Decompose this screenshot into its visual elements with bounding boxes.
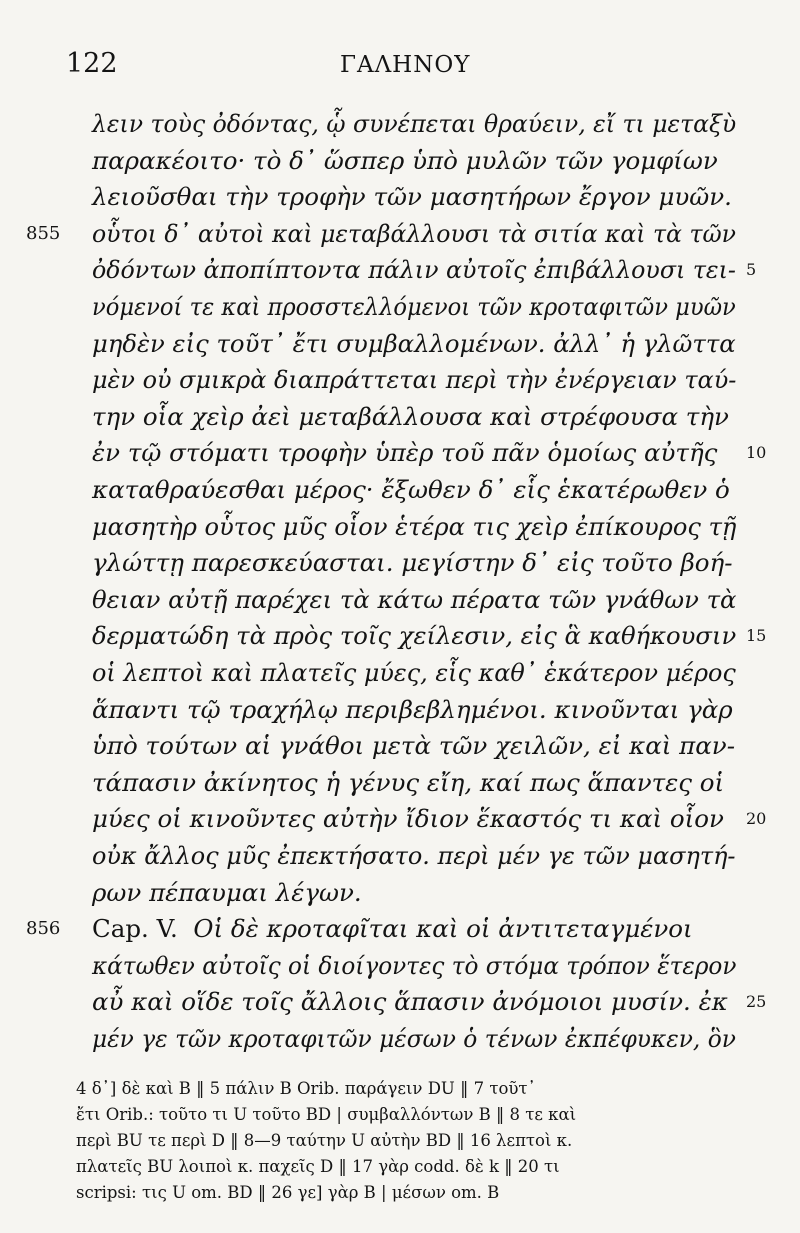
text-line: μασητὴρ οὗτος μῦς οἷον ἑτέρα τις χεὶρ ἐπίκουρος τῇ: [92, 511, 737, 541]
text-line: οὗτοι δ᾽ αὐτοὶ καὶ μεταβάλλουσι τὰ σιτία καὶ τὰ τῶν: [92, 218, 736, 248]
text-line: νόμενοί τε καὶ προσστελλόμενοι τῶν κροταφιτῶν μυῶν: [92, 292, 736, 321]
text-line: παρακέοιτο· τὸ δ᾽ ὥσπερ ὑπὸ μυλῶν τῶν γομφίων: [92, 145, 718, 175]
footnote-line: scripsi: τις U om. BD ‖ 26 γε] γὰρ B | μέσων om. B: [76, 1183, 500, 1202]
text-line: οἱ λεπτοὶ καὶ πλατεῖς μύες, εἷς καθ᾽ ἑκάτερον μέρος: [92, 658, 736, 687]
page-header: [0, 48, 800, 88]
page-number: 122: [66, 48, 118, 79]
footnote-line: πλατεῖς BU λοιποὶ κ. παχεῖς D ‖ 17 γὰρ codd. δὲ k ‖ 20 τι: [76, 1157, 560, 1176]
text-line: αὖ καὶ οἵδε τοῖς ἄλλοις ἅπασιν ἀνόμοιοι μυσίν. ἐκ: [92, 987, 728, 1017]
text-line: οὐκ ἄλλος μῦς ἐπεκτήσατο. περὶ μέν γε τῶν μασητή-: [92, 841, 736, 870]
running-head: ΓΑΛΗΝΟΥ: [340, 52, 471, 78]
text-line: τάπασιν ἀκίνητος ἡ γένυς εἴη, καί πως ἅπαντες οἱ: [92, 767, 725, 797]
text-line: γλώττῃ παρεσκεύασται. μεγίστην δ᾽ εἰς τοῦτο βοή-: [92, 548, 733, 578]
text-line: Cap. V. Οἱ δὲ κροταφῖται καὶ οἱ ἀντιτεταγμένοι: [92, 914, 693, 944]
text-line: μέν γε τῶν κροταφιτῶν μέσων ὁ τένων ἐκπέφυκεν, ὃν: [92, 1024, 736, 1053]
line-number: 5: [746, 260, 757, 280]
footnote-line: 4 δ᾽] δὲ καὶ B ‖ 5 πάλιν B Orib. παράγειν DU ‖ 7 τοῦτ᾽: [76, 1079, 536, 1098]
text-line: καταθραύεσθαι μέρος· ἔξωθεν δ᾽ εἷς ἑκατέρωθεν ὁ: [92, 475, 730, 504]
chapter-label: Cap. V.: [92, 914, 178, 944]
footnote-line: ἔτι Orib.: τοῦτο τι U τοῦτο BD | συμβαλλόντων B ‖ 8 τε καὶ: [76, 1105, 577, 1124]
text-line: δερματώδη τὰ πρὸς τοῖς χείλεσιν, εἰς ἃ καθήκουσιν: [92, 621, 737, 651]
text-line: μύες οἱ κινοῦντες αὐτὴν ἴδιον ἕκαστός τι καὶ οἷον: [92, 804, 724, 834]
text-line: την οἷα χεὶρ ἀεὶ μεταβάλλουσα καὶ στρέφουσα τὴν: [92, 401, 729, 431]
margin-number-left: 856: [26, 918, 61, 940]
line-number: 15: [746, 626, 767, 646]
text-line: ἅπαντι τῷ τραχήλῳ περιβεβλημένοι. κινοῦνται γὰρ: [92, 694, 733, 724]
critical-apparatus: [76, 1076, 756, 1206]
text-line: κάτωθεν αὐτοῖς οἱ διοίγοντες τὸ στόμα τρόπον ἕτερον: [92, 950, 737, 980]
text-line: λειοῦσθαι τὴν τροφὴν τῶν μασητήρων ἔργον μυῶν.: [92, 182, 732, 212]
line-number: 10: [746, 443, 767, 463]
text-line: θειαν αὐτῇ παρέχει τὰ κάτω πέρατα τῶν γνάθων τὰ: [92, 584, 737, 614]
text-line: ρων πέπαυμαι λέγων.: [92, 877, 362, 907]
footnote-line: περὶ BU τε περὶ D ‖ 8—9 ταύτην U αὐτὴν BD ‖ 16 λεπτοὶ κ.: [76, 1131, 573, 1150]
margin-number-left: 855: [26, 222, 61, 244]
text-line: ὑπὸ τούτων αἱ γνάθοι μετὰ τῶν χειλῶν, εἰ καὶ παν-: [92, 731, 735, 761]
text-line: ὀδόντων ἀποπίπτοντα πάλιν αὐτοῖς ἐπιβάλλουσι τει-: [92, 255, 736, 285]
text-line: λειν τοὺς ὀδόντας, ᾧ συνέπεται θραύειν, εἴ τι μεταξὺ: [92, 109, 737, 138]
text-line: ἐν τῷ στόματι τροφὴν ὑπὲρ τοῦ πᾶν ὁμοίως αὐτῆς: [92, 438, 718, 468]
text-line: μὲν οὐ σμικρὰ διαπράττεται περὶ τὴν ἐνέργειαν ταύ-: [92, 365, 737, 395]
line-number: 20: [746, 809, 767, 829]
text-line: μηδὲν εἰς τοῦτ᾽ ἔτι συμβαλλομένων. ἀλλ᾽ ἡ γλῶττα: [92, 328, 736, 358]
line-number: 25: [746, 992, 767, 1012]
